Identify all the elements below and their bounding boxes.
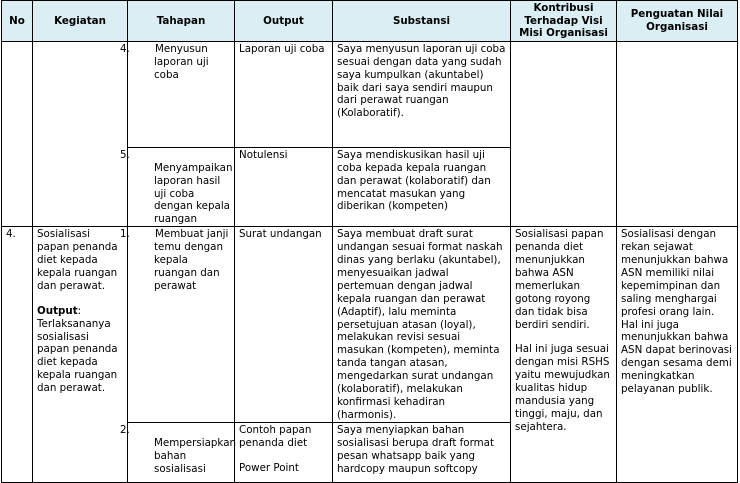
header-output: Output — [235, 1, 333, 42]
header-kontribusi: Kontribusi Terhadap Visi Misi Organisasi — [511, 1, 617, 42]
output-text: Contoh papan penanda diet — [239, 423, 312, 449]
tahapan-cell — [120, 147, 235, 226]
kegiatan-cell: Sosialisasi papan penanda diet kepada kepala ruangan dan perawat. Output: Terlaksananya sosialisasi papan penanda diet kepada kepala ruangan dan perawat. — [33, 227, 128, 483]
tahapan-cell — [120, 422, 237, 482]
output-text-2: Power Point — [239, 461, 299, 474]
output-cell — [235, 422, 333, 482]
no-cell: 4. — [2, 227, 33, 483]
kontribusi-cell-empty — [511, 41, 617, 226]
header-tahapan: Tahapan — [128, 1, 235, 42]
kegiatan-cell-empty — [33, 41, 128, 226]
kontribusi-cell — [511, 227, 617, 483]
tahapan-text: Menyampaikan laporan hasil uji coba dengan kepala ruangan — [154, 161, 233, 226]
output-cell: Surat undangan — [235, 227, 333, 423]
header-no: No — [2, 1, 33, 42]
tahapan-text: Menyusun laporan uji coba — [154, 42, 209, 81]
kontribusi-text-2: Hal ini juga sesuai dengan misi RSHS yaitu mewujudkan kualitas hidup mandusia yang tinggi, maju, dan sejahtera. — [515, 343, 610, 433]
activity-table — [1, 0, 738, 483]
tahapan-cell — [120, 227, 235, 423]
header-row — [2, 1, 738, 42]
kegiatan-text: Sosialisasi papan penanda diet kepada kepala ruangan dan perawat. — [37, 228, 118, 292]
step-number: 1. — [120, 228, 130, 241]
substansi-cell: Saya mendiskusikan hasil uji coba kepada kepala ruangan dan perawat (kolaboratif) dan mencatat masukan yang diberikan (kompeten) — [333, 147, 511, 226]
output-cell: Laporan uji coba — [235, 41, 333, 147]
output-description: Terlaksananya sosialisasi papan penanda diet kepada kepala ruangan dan perawat. — [37, 317, 118, 395]
header-kegiatan: Kegiatan — [33, 1, 128, 42]
tahapan-text: Mempersiapkan bahan sosialisasi — [154, 436, 237, 475]
no-cell-empty — [2, 41, 33, 226]
substansi-cell: Saya menyiapkan bahan sosialisasi berupa draft format pesan whatsapp baik yang hardcopy maupun softcopy — [333, 422, 511, 482]
header-penguatan: Penguatan Nilai Organisasi — [617, 1, 738, 42]
table-row — [2, 227, 738, 423]
tahapan-cell — [120, 41, 235, 147]
output-label: Output — [37, 304, 78, 317]
table-row — [2, 41, 738, 147]
step-number: 2. — [120, 423, 130, 436]
substansi-cell: Saya menyusun laporan uji coba sesuai dengan data yang sudah saya kumpulkan (akuntabel) baik dari saya sendiri maupun dari perawat ruangan (Kolaboratif). — [333, 41, 511, 147]
tahapan-text: Membuat janji temu dengan kepala ruangan dan perawat — [154, 228, 229, 292]
output-cell: Notulensi — [235, 147, 333, 226]
header-substansi: Substansi — [333, 1, 511, 42]
kontribusi-text-1: Sosialisasi papan penanda diet menunjukkan bahwa ASN memerlukan gotong royong dan tidak bisa berdiri sendiri. — [515, 228, 604, 331]
step-number: 5. — [120, 148, 130, 161]
step-number: 4. — [120, 42, 130, 55]
penguatan-cell-empty — [617, 41, 738, 226]
substansi-cell: Saya membuat draft surat undangan sesuai format naskah dinas yang berlaku (akuntabel), menyesuaikan jadwal pertemuan dengan jadwal kepala ruangan dan perawat (Adaptif), lalu meminta persetujuan atasan (loyal), melakukan revisi sesuai masukan (kompeten), meminta tanda tangan atasan, mengedarkan surat undangan (kolaboratif), melakukan konfirmasi kehadiran (harmonis). — [333, 227, 511, 423]
penguatan-cell: Sosialisasi dengan rekan sejawat menunjukkan bahwa ASN memiliki nilai kepemimpinan dan saling menghargai profesi orang lain. Hal ini juga menunjukkan bahwa ASN dapat berinovasi dengan sesama demi meningkatkan pelayanan publik. — [617, 227, 738, 483]
